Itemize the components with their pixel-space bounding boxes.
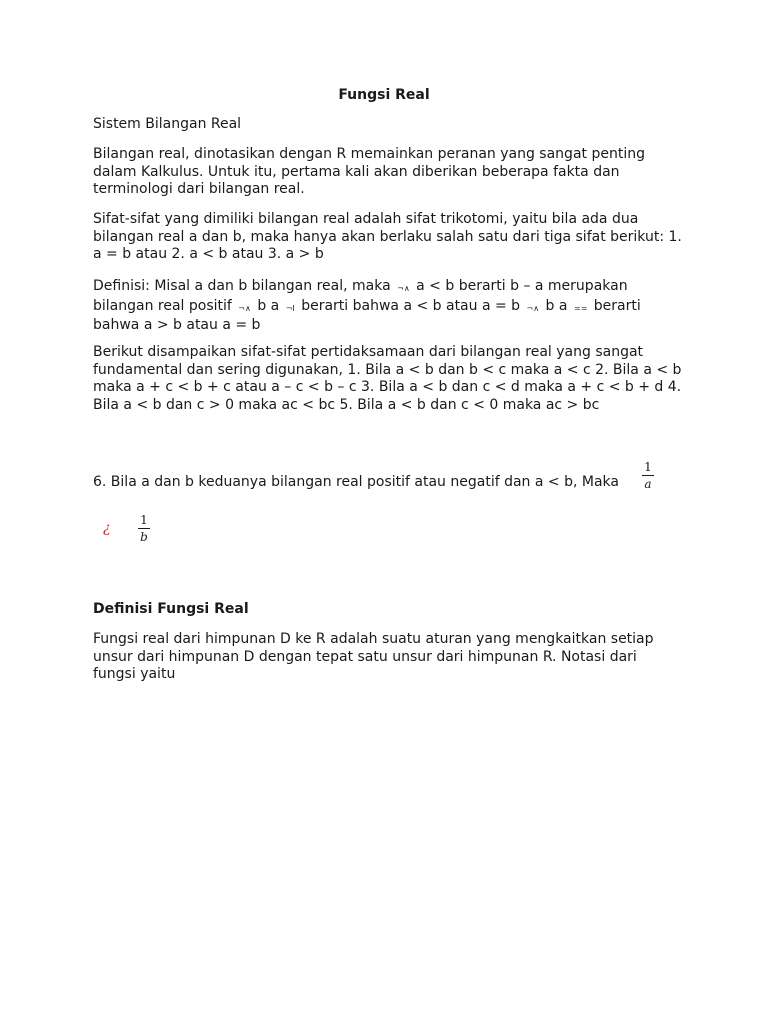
definisi-text-3: b a xyxy=(257,297,280,314)
section-heading-sistem: Sistem Bilangan Real xyxy=(93,116,242,132)
definisi-text-6: berarti bahwa a > b atau a = b xyxy=(93,297,641,334)
paragraph-definisi xyxy=(93,278,683,335)
definisi-text-1: Definisi: Misal a dan b bilangan real, maka xyxy=(93,278,391,294)
definisi-text-4: berarti bahwa a < b atau a = b xyxy=(301,297,521,314)
fraction-bar xyxy=(642,475,654,476)
paragraph-property-6: 6. Bila a dan b keduanya bilangan real positif atau negatif dan a < b, Maka xyxy=(93,474,619,490)
paragraph-fungsi-real: Fungsi real dari himpunan D ke R adalah suatu aturan yang mengkaitkan setiap unsur dari himpunan D dengan tepat satu unsur dari himpunan R. Notasi dari fungsi yaitu xyxy=(93,631,654,683)
logic-symbol-4: ¬∧ xyxy=(526,303,540,313)
paragraph-pertidaksamaan: Berikut disampaikan sifat-sifat pertidaksamaan dari bilangan real yang sangat fundamental dan sering digunakan, 1. Bila a < b dan b < c maka a < c 2. Bila a < b maka a + c < b + c atau a – c < b – c 3. Bila a < b dan c < d maka a + c < b + d 4. Bila a < b dan c > 0 maka ac < bc 5. Bila a < b dan c < 0 maka ac > bc xyxy=(93,344,682,413)
fraction-denominator: b xyxy=(140,530,148,544)
fraction-numerator: 1 xyxy=(644,460,652,474)
document-title: Fungsi Real xyxy=(338,87,430,103)
logic-symbol-1: ¬∧ xyxy=(397,284,410,293)
fraction-denominator: a xyxy=(644,477,652,491)
paragraph-trikotomi: Sifat-sifat yang dimiliki bilangan real adalah sifat trikotomi, yaitu bila ada dua bilangan real a dan b, maka hanya akan berlaku salah satu dari tiga sifat berikut: 1. a = b atau 2. a < b atau 3. a > b xyxy=(93,211,682,263)
section-heading-definisi-fungsi: Definisi Fungsi Real xyxy=(93,601,249,617)
fraction-bar xyxy=(138,528,150,529)
red-missing-glyph: ¿ xyxy=(103,520,111,536)
definisi-text-2: a < b berarti b – a merupakan bilangan real positif xyxy=(93,278,628,314)
fraction-one-over-a xyxy=(641,460,655,491)
logic-symbol-5: ≍≍ xyxy=(573,303,588,313)
definisi-text-5: b a xyxy=(545,297,568,314)
fraction-one-over-b xyxy=(137,513,151,544)
logic-symbol-2: ¬∧ xyxy=(238,303,251,313)
logic-symbol-3: ¬I xyxy=(285,303,295,313)
fraction-numerator: 1 xyxy=(140,513,148,527)
paragraph-intro: Bilangan real, dinotasikan dengan R memainkan peranan yang sangat penting dalam Kalkulus. Untuk itu, pertama kali akan diberikan beberapa fakta dan terminologi dari bilangan real. xyxy=(93,146,645,198)
